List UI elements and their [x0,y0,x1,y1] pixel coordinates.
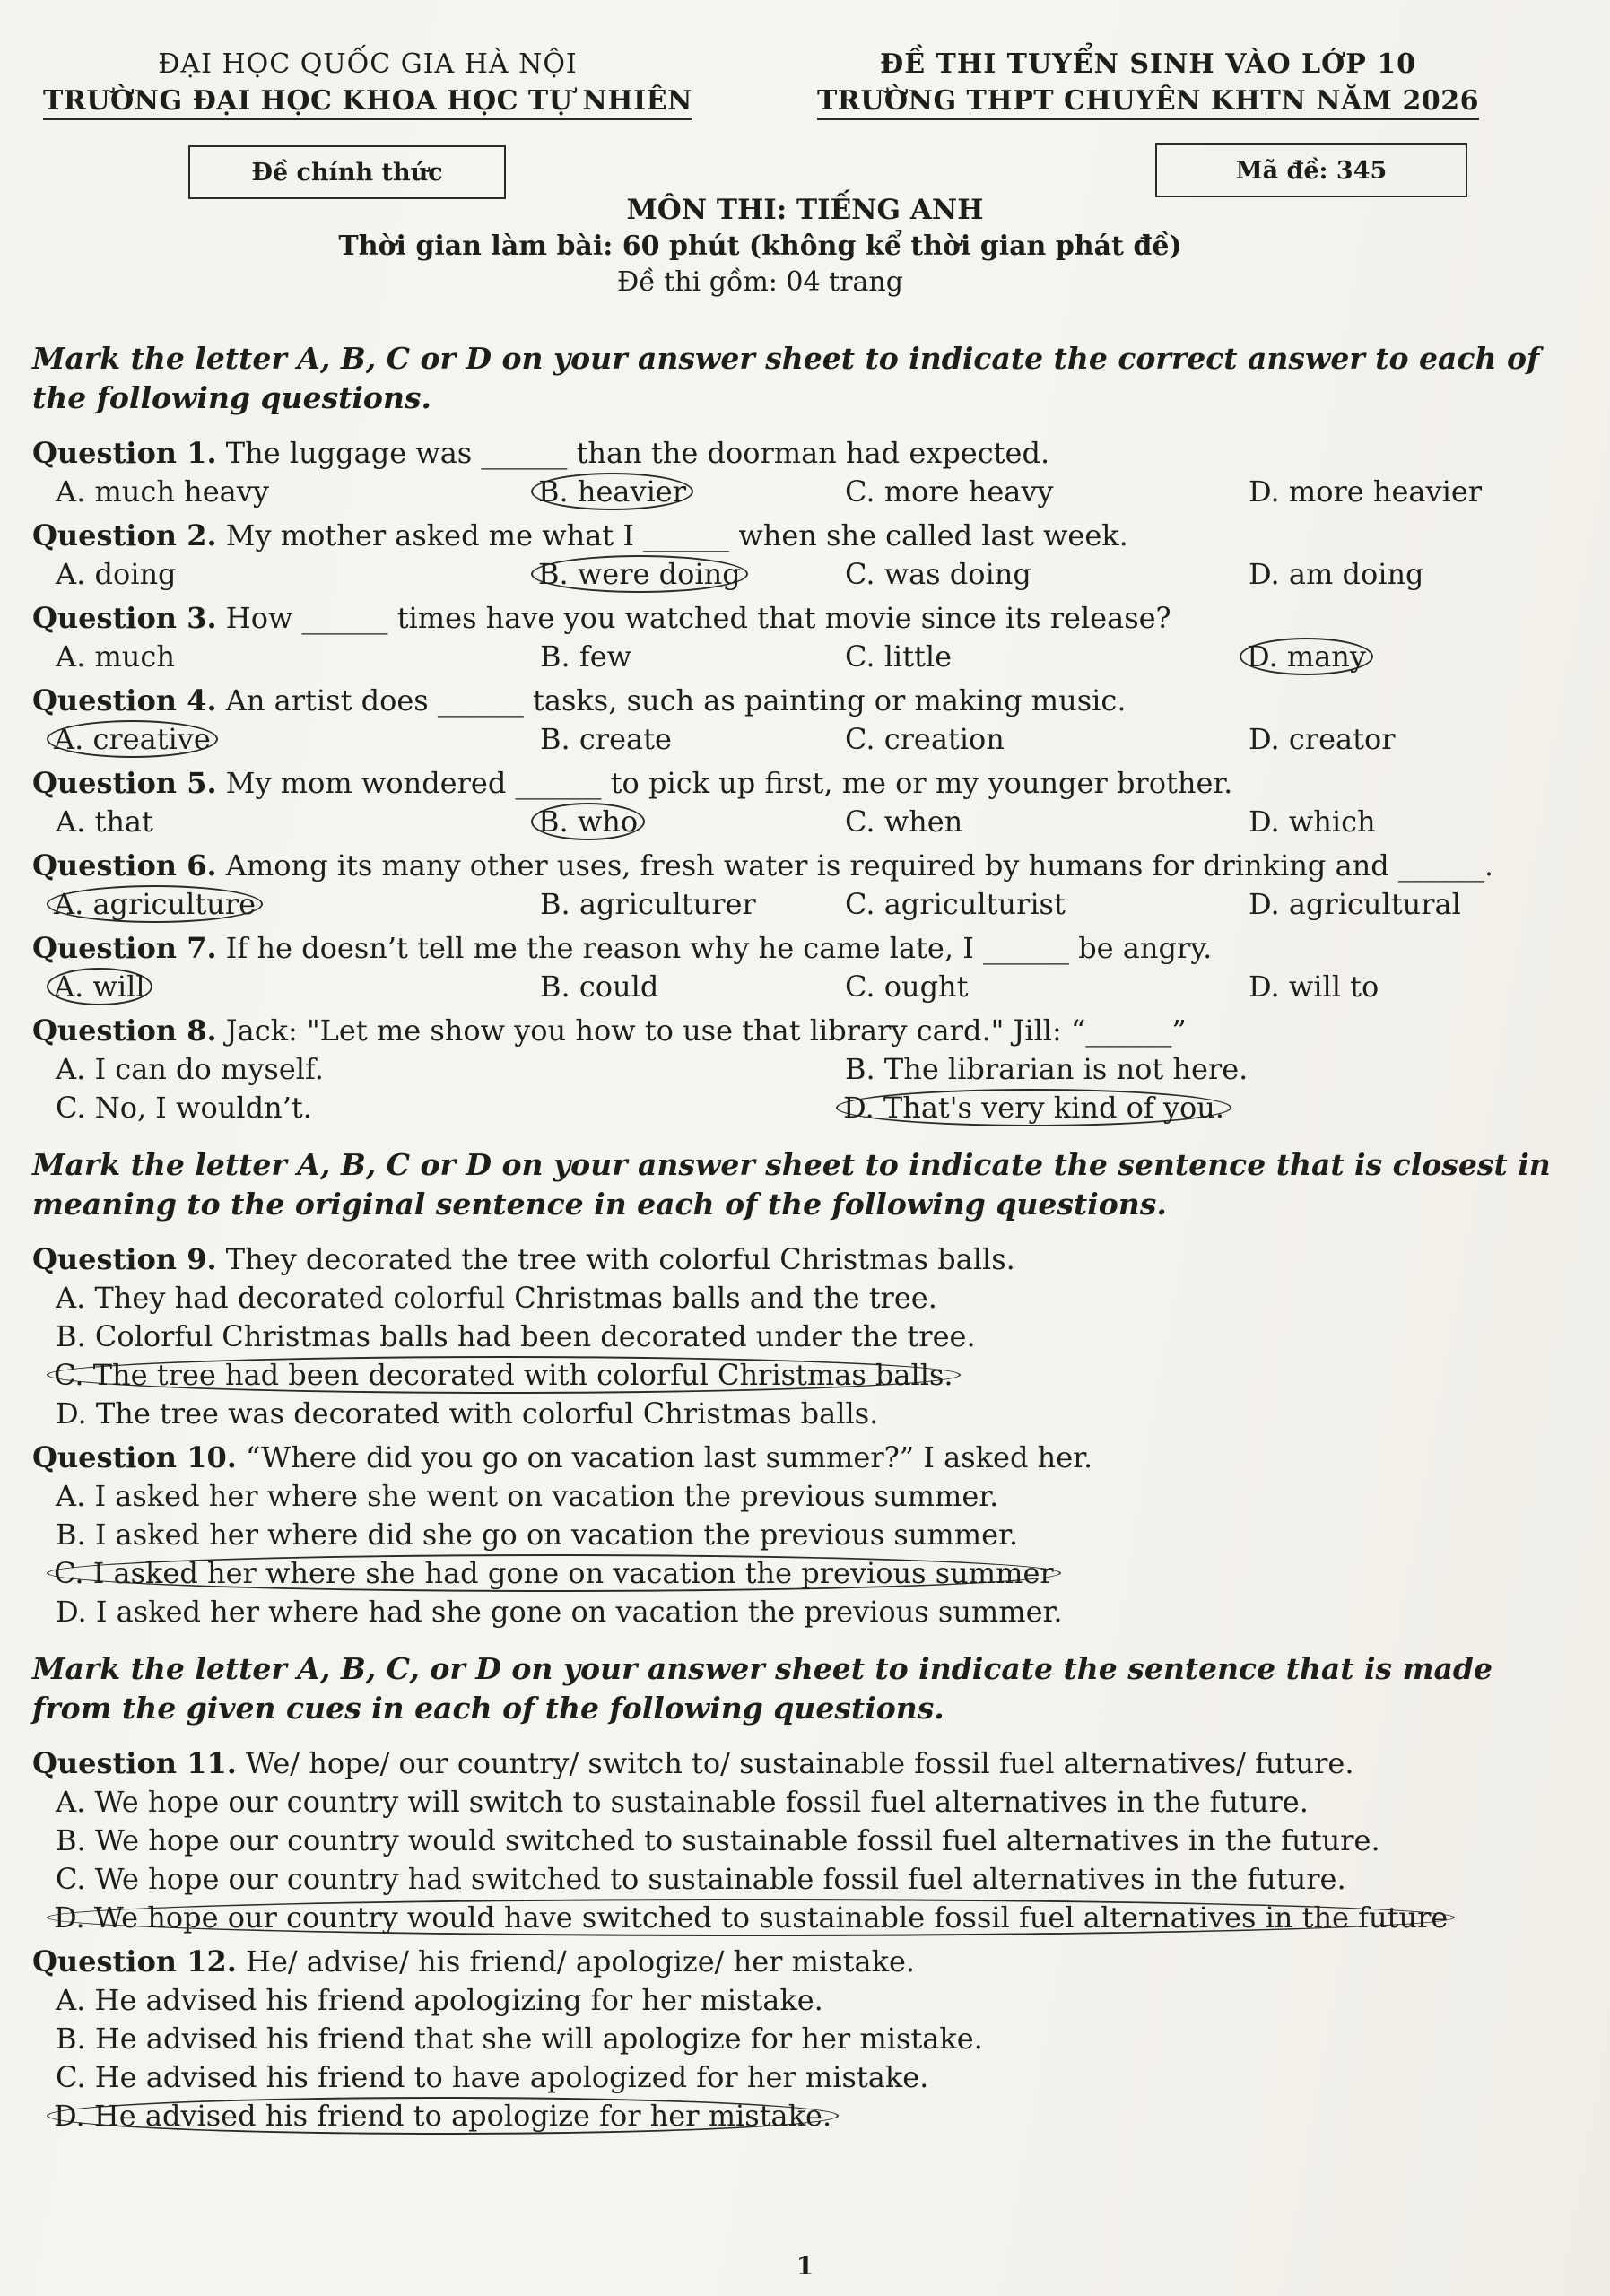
question-item [32,764,1557,841]
answer-option-text: B. heavier [531,473,693,510]
question-item [32,599,1557,676]
answer-option-text: B. agriculturer [540,887,756,921]
question-number: Question 1. [32,436,217,470]
answer-option [56,555,540,594]
answer-option-text: C. No, I wouldn’t. [56,1091,312,1125]
answer-option [845,803,1249,841]
question-item [32,929,1557,1006]
question-stem [32,434,1557,473]
answer-option [56,1318,1557,1356]
answer-option-text: B. Colorful Christmas balls had been decorated under the tree. [56,1319,976,1353]
answer-option [845,885,1249,924]
answer-option-text: A. doing [56,557,177,591]
answer-option [56,1356,1557,1395]
page-number: 1 [796,2251,814,2281]
answer-option-text: B. few [540,639,632,674]
answer-option-text: A. agriculture [47,885,263,923]
answer-option-text: C. creation [845,722,1005,756]
answer-option-text: D. many [1240,638,1373,675]
answer-option [540,885,845,924]
question-number: Question 3. [32,601,217,635]
answer-option [56,1477,1557,1516]
answer-option [845,1089,1562,1127]
answer-option [56,1395,1557,1433]
section-instruction: Mark the letter A, B, C, or D on your answer sheet to indicate the sentence that is made from the given cues in each of the following questions. [32,1651,1493,1726]
answer-option-text: A. creative [47,720,218,758]
answer-option-text: D. will to [1249,970,1379,1004]
answer-option [1249,803,1571,841]
answer-option [56,1822,1557,1860]
answer-option-text: D. am doing [1249,557,1424,591]
answer-option-text: D. I asked her where had she gone on vacation the previous summer. [56,1595,1063,1629]
subject-title: MÔN THI: TIẾNG ANH [626,194,984,226]
answer-options [32,720,1557,759]
answer-option [56,473,540,511]
question-stem [32,1943,1557,1981]
answer-option [56,1279,1557,1318]
answer-option [56,1783,1557,1822]
exam-body [32,321,1557,2135]
answer-options [32,473,1557,511]
answer-option-text: A. will [47,968,152,1005]
answer-options [32,1477,1557,1631]
question-number: Question 11. [32,1746,237,1780]
answer-option-text: B. create [540,722,672,756]
answer-option [56,1554,1557,1593]
question-number: Question 2. [32,518,217,552]
answer-option [1249,968,1571,1006]
answer-option [1249,720,1571,759]
section-instruction: Mark the letter A, B, C or D on your answer sheet to indicate the correct answer to each of the following questions. [32,341,1540,415]
question-number: Question 12. [32,1944,237,1979]
answer-option [845,638,1249,676]
answer-options [32,885,1557,924]
answer-option-text: C. little [845,639,953,674]
answer-option [540,803,845,841]
answer-option [56,720,540,759]
answer-option-text: D. more heavier [1249,474,1483,509]
question-number: Question 9. [32,1242,217,1276]
answer-option [540,555,845,594]
answer-option-text: A. They had decorated colorful Christmas balls and the tree. [56,1281,937,1315]
header-left [36,47,700,120]
answer-option [56,1089,845,1127]
answer-option-text: B. We hope our country would switched to sustainable fossil fuel alternatives in the future. [56,1823,1380,1857]
answer-options [32,1279,1557,1433]
question-stem [32,1744,1557,1783]
question-item [32,517,1557,594]
answer-option-text: D. The tree was decorated with colorful Christmas balls. [56,1396,879,1431]
exam-code: Mã đề: 345 [1155,144,1467,197]
question-item [32,1439,1557,1631]
header-right [744,47,1552,120]
question-text: How ______ times have you watched that movie since its release? [225,601,1171,635]
question-text: We/ hope/ our country/ switch to/ sustainable fossil fuel alternatives/ future. [246,1746,1354,1780]
question-text: They decorated the tree with colorful Christmas balls. [225,1242,1015,1276]
answer-option [56,1899,1557,1937]
answer-option-text: C. The tree had been decorated with colorful Christmas balls. [47,1356,961,1394]
answer-option [540,473,845,511]
answer-option-text: A. much [56,639,175,674]
answer-option-text: D. agricultural [1249,887,1461,921]
answer-option [56,2058,1557,2097]
answer-option-text: C. I asked her where she had gone on vacation the previous summer [47,1554,1061,1592]
section-instruction: Mark the letter A, B, C or D on your answer sheet to indicate the sentence that is closest in meaning to the original sentence in each of the following questions. [32,1147,1551,1222]
answer-option-text: A. He advised his friend apologizing for her mistake. [56,1983,823,2017]
question-number: Question 4. [32,683,217,718]
answer-option [56,1593,1557,1631]
answer-option-text: B. could [540,970,659,1004]
exam-title: ĐỀ THI TUYỂN SINH VÀO LỚP 10 [880,48,1416,80]
answer-option [56,968,540,1006]
answer-option-text: C. He advised his friend to have apologized for her mistake. [56,2060,929,2094]
answer-option [1249,638,1571,676]
answer-option-text: A. much heavy [56,474,269,509]
answer-option-text: B. I asked her where did she go on vacation the previous summer. [56,1518,1018,1552]
answer-option-text: D. He advised his friend to apologize for her mistake. [47,2097,839,2135]
exam-header [0,47,1610,307]
question-item [32,1943,1557,2135]
answer-option [845,473,1249,511]
question-item [32,682,1557,759]
answer-option-text: B. who [531,803,645,840]
question-text: He/ advise/ his friend/ apologize/ her mistake. [246,1944,916,1979]
answer-option [845,555,1249,594]
answer-option-text: D. That's very kind of you. [836,1089,1231,1126]
page-count-text: Đề thi gồm: 04 trang [617,266,903,298]
answer-options [32,638,1557,676]
question-stem [32,764,1557,803]
answer-option [56,1981,1557,2020]
question-section [32,1145,1557,1631]
duration-text: Thời gian làm bài: 60 phút (không kể thời gian phát đề) [338,230,1182,262]
answer-option-text: B. He advised his friend that she will apologize for her mistake. [56,2022,983,2056]
question-number: Question 5. [32,766,217,800]
answer-option-text: A. I can do myself. [56,1052,324,1086]
question-text: The luggage was ______ than the doorman had expected. [225,436,1050,470]
answer-option [1249,885,1571,924]
question-stem [32,1240,1557,1279]
question-stem [32,599,1557,638]
answer-options [32,803,1557,841]
answer-option [540,968,845,1006]
question-item [32,1012,1557,1127]
question-number: Question 6. [32,848,217,883]
question-text: If he doesn’t tell me the reason why he came late, I ______ be angry. [225,931,1213,965]
official-label: Đề chính thức [188,145,506,199]
answer-option-text: A. that [56,804,153,839]
question-text: An artist does ______ tasks, such as painting or making music. [225,683,1127,718]
answer-options [32,1981,1557,2135]
answer-option-text: B. The librarian is not here. [845,1052,1249,1086]
question-item [32,434,1557,511]
answer-options [32,1050,1557,1127]
answer-option-text: A. We hope our country will switch to sustainable fossil fuel alternatives in the future. [56,1785,1309,1819]
question-item [32,847,1557,924]
answer-options [32,1783,1557,1937]
answer-option [1249,473,1571,511]
answer-option-text: C. when [845,804,963,839]
question-text: My mother asked me what I ______ when she called last week. [225,518,1128,552]
question-stem [32,682,1557,720]
school-name: TRƯỜNG ĐẠI HỌC KHOA HỌC TỰ NHIÊN [43,85,692,120]
answer-option [845,1050,1562,1089]
question-text: My mom wondered ______ to pick up first, me or my younger brother. [225,766,1233,800]
answer-option [56,1050,845,1089]
answer-option [845,720,1249,759]
question-text: “Where did you go on vacation last summer?” I asked her. [246,1440,1093,1474]
answer-option [56,638,540,676]
answer-option-text: A. I asked her where she went on vacation the previous summer. [56,1479,999,1513]
answer-option [845,968,1249,1006]
answer-options [32,968,1557,1006]
question-number: Question 10. [32,1440,237,1474]
question-number: Question 8. [32,1013,217,1048]
answer-option [56,803,540,841]
answer-option [56,2020,1557,2058]
answer-option-text: C. We hope our country had switched to sustainable fossil fuel alternatives in the future. [56,1862,1346,1896]
question-section [32,1649,1557,2135]
question-text: Jack: "Let me show you how to use that library card." Jill: “______” [225,1013,1187,1048]
question-stem [32,517,1557,555]
answer-option [56,1516,1557,1554]
answer-option-text: C. agriculturist [845,887,1066,921]
answer-option-text: D. creator [1249,722,1396,756]
question-stem [32,1012,1557,1050]
answer-option-text: B. were doing [531,555,748,593]
answer-option-text: D. We hope our country would have switched to sustainable fossil fuel alternatives in the future [47,1899,1455,1936]
answer-option-text: D. which [1249,804,1376,839]
answer-options [32,555,1557,594]
question-number: Question 7. [32,931,217,965]
answer-option-text: C. more heavy [845,474,1054,509]
answer-option [56,1860,1557,1899]
question-item [32,1744,1557,1937]
answer-option-text: C. was doing [845,557,1031,591]
answer-option [540,638,845,676]
answer-option [540,720,845,759]
answer-option [56,2097,1557,2135]
question-section [32,339,1557,1127]
question-text: Among its many other uses, fresh water is required by humans for drinking and ______. [225,848,1494,883]
question-stem [32,929,1557,968]
answer-option [56,885,540,924]
question-stem [32,847,1557,885]
question-item [32,1240,1557,1433]
answer-option-text: C. ought [845,970,969,1004]
answer-option [1249,555,1571,594]
question-stem [32,1439,1557,1477]
university-name: ĐẠI HỌC QUỐC GIA HÀ NỘI [158,48,578,80]
exam-school: TRƯỜNG THPT CHUYÊN KHTN NĂM 2026 [817,85,1479,120]
